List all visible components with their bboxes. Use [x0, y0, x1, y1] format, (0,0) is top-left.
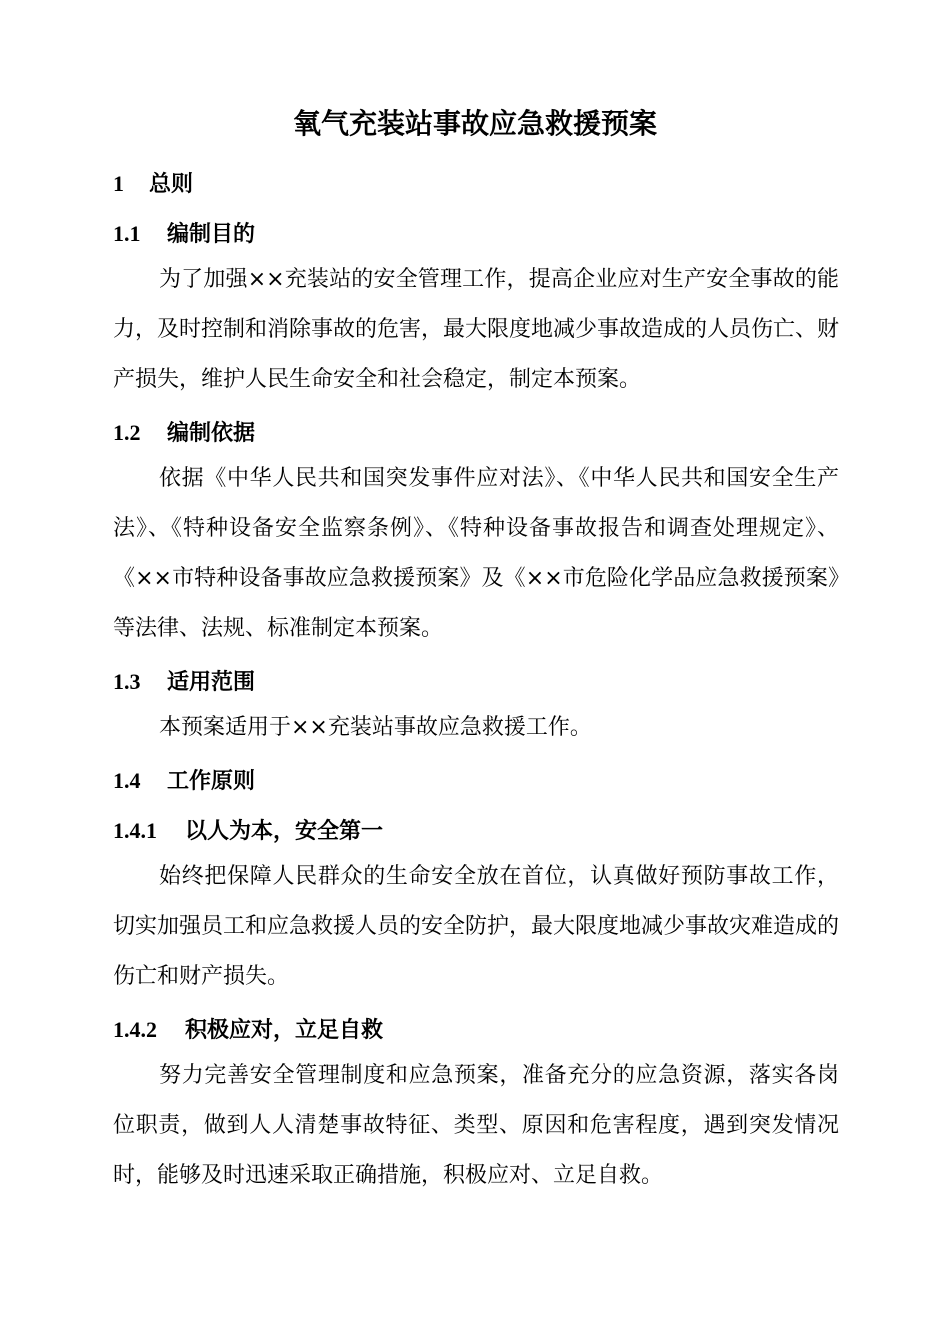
- section-number: 1.4: [113, 768, 141, 793]
- section-title: 编制依据: [167, 421, 256, 446]
- section-title: 适用范围: [167, 670, 256, 695]
- section-heading-1-3: [113, 666, 255, 699]
- section-heading-1-2: [113, 417, 255, 450]
- section-number: 1.4.1: [113, 818, 157, 843]
- section-number: 1.4.2: [113, 1017, 157, 1042]
- section-number: 1.3: [113, 669, 141, 694]
- section-heading-1: [113, 168, 193, 201]
- paragraph-purpose: 为了加强××充装站的安全管理工作，提高企业应对生产安全事故的能力，及时控制和消除事故的危害，最大限度地减少事故造成的人员伤亡、财产损失，维护人民生命安全和社会稳定，制定本预案。: [113, 267, 840, 392]
- paragraph-people-first: 始终把保障人民群众的生命安全放在首位，认真做好预防事故工作，切实加强员工和应急救援人员的安全防护，最大限度地减少事故灾难造成的伤亡和财产损失。: [113, 864, 840, 989]
- document-title: 氧气充装站事故应急救援预案: [292, 107, 657, 140]
- section-title: 工作原则: [167, 769, 256, 794]
- section-number: 1: [113, 171, 124, 196]
- section-number: 1.2: [113, 420, 141, 445]
- section-title: 总则: [149, 172, 194, 197]
- section-title: 编制目的: [167, 222, 256, 247]
- paragraph-basis: 依据《中华人民共和国突发事件应对法》、《中华人民共和国安全生产法》、《特种设备安全监察条例》、《特种设备事故报告和调查处理规定》、《××市特种设备事故应急救援预案》及《××市危险化学品应急救援预案》等法律、法规、标准制定本预案。: [113, 466, 839, 641]
- paragraph-scope: 本预案适用于××充装站事故应急救援工作。: [159, 715, 592, 740]
- paragraph-self-rescue: 努力完善安全管理制度和应急预案，准备充分的应急资源，落实各岗位职责，做到人人清楚事故特征、类型、原因和危害程度，遇到突发情况时，能够及时迅速采取正确措施，积极应对、立足自救。: [113, 1063, 839, 1188]
- section-title: 积极应对，立足自救: [185, 1018, 384, 1043]
- section-heading-1-4-1: [113, 815, 383, 848]
- section-number: 1.1: [113, 221, 141, 246]
- section-title: 以人为本，安全第一: [185, 819, 384, 844]
- section-heading-1-4: [113, 765, 255, 798]
- section-heading-1-4-2: [113, 1014, 383, 1047]
- section-heading-1-1: [113, 218, 255, 251]
